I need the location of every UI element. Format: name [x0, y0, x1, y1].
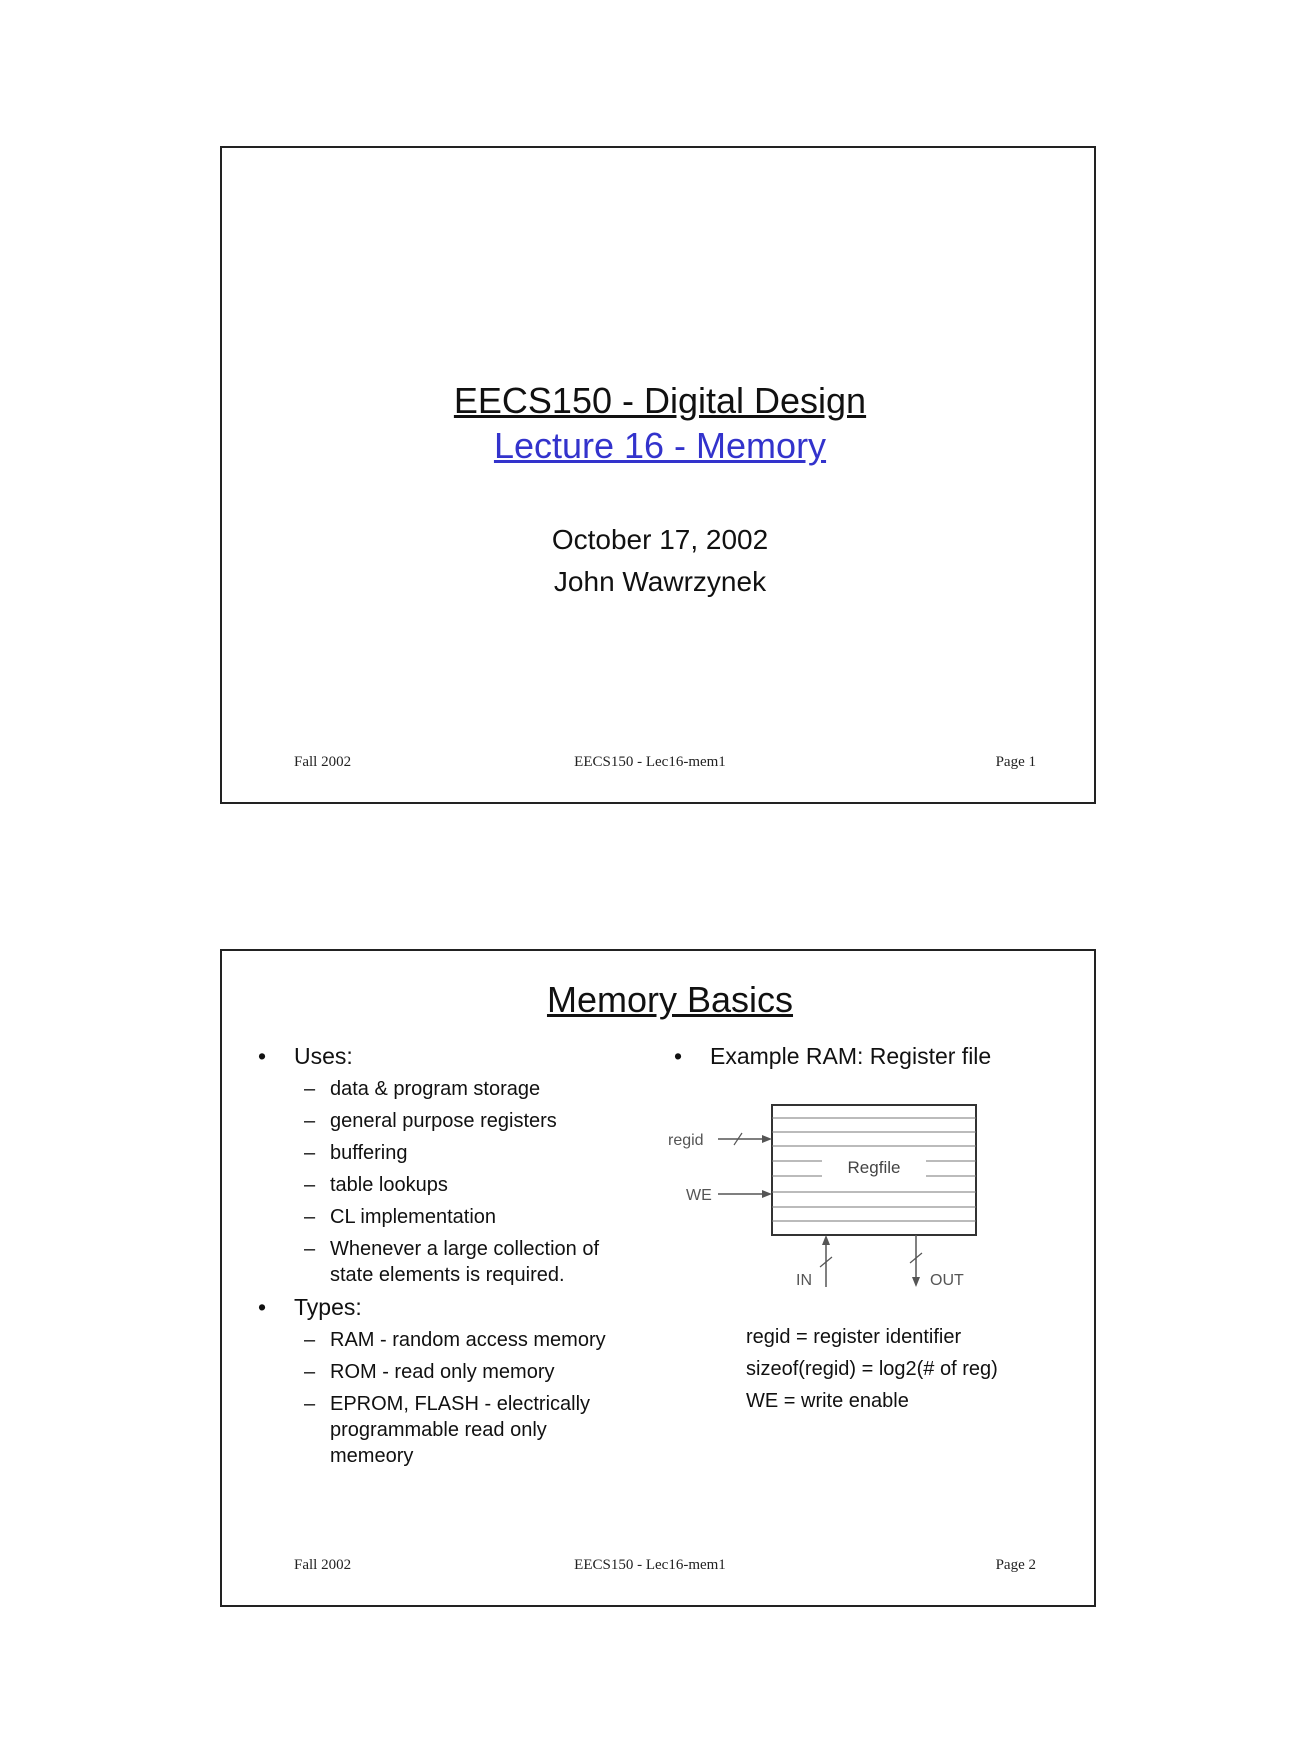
note-line: sizeof(regid) = log2(# of reg) [746, 1358, 998, 1380]
note-line: regid = register identifier [746, 1326, 962, 1348]
slide2-footer-right: Page 2 [995, 1557, 1036, 1573]
example-heading: • Example RAM: Register file [674, 1043, 991, 1070]
regfile-diagram [662, 1101, 1022, 1291]
types-item: – EPROM, FLASH - electrically programmable read only memeory [258, 1391, 630, 1469]
slide1-footer-center: EECS150 - Lec16-mem1 [574, 754, 726, 770]
slide1-subtitle: Lecture 16 - Memory [493, 425, 827, 466]
slide1-footer-right: Page 1 [995, 754, 1036, 770]
types-heading: • Types: [258, 1294, 678, 1321]
slide-1 [220, 146, 1096, 804]
uses-item: – CL implementation [258, 1204, 678, 1230]
we-arrow [718, 1190, 772, 1198]
types-item: – ROM - read only memory [258, 1359, 678, 1385]
regid-arrow [718, 1133, 772, 1145]
uses-item: – table lookups [258, 1172, 678, 1198]
slide1-footer-left: Fall 2002 [294, 754, 352, 770]
slide2-footer-center: EECS150 - Lec16-mem1 [574, 1557, 726, 1573]
slide2-title: Memory Basics [546, 979, 794, 1020]
regfile-label: Regfile [847, 1158, 901, 1177]
right-column [674, 1043, 991, 1076]
out-label: OUT [930, 1272, 964, 1289]
slide1-author: John Wawrzynek [553, 566, 767, 597]
in-label: IN [796, 1272, 812, 1289]
uses-item: – Whenever a large collection of state elements is required. [258, 1236, 630, 1288]
uses-item: – buffering [258, 1140, 678, 1166]
slide1-title: EECS150 - Digital Design [453, 380, 867, 421]
note-line: WE = write enable [746, 1390, 909, 1412]
in-arrow [820, 1235, 832, 1287]
left-column [258, 1043, 678, 1475]
uses-item: – data & program storage [258, 1076, 678, 1102]
out-arrow [910, 1235, 922, 1287]
types-item: – RAM - random access memory [258, 1327, 678, 1353]
uses-heading: • Uses: [258, 1043, 678, 1070]
slide2-footer-left: Fall 2002 [294, 1557, 352, 1573]
slide1-date: October 17, 2002 [551, 524, 769, 555]
uses-item: – general purpose registers [258, 1108, 678, 1134]
regid-label: regid [668, 1132, 704, 1149]
we-label: WE [686, 1187, 712, 1204]
slide-2 [220, 949, 1096, 1607]
regfile-notes [746, 1321, 998, 1417]
